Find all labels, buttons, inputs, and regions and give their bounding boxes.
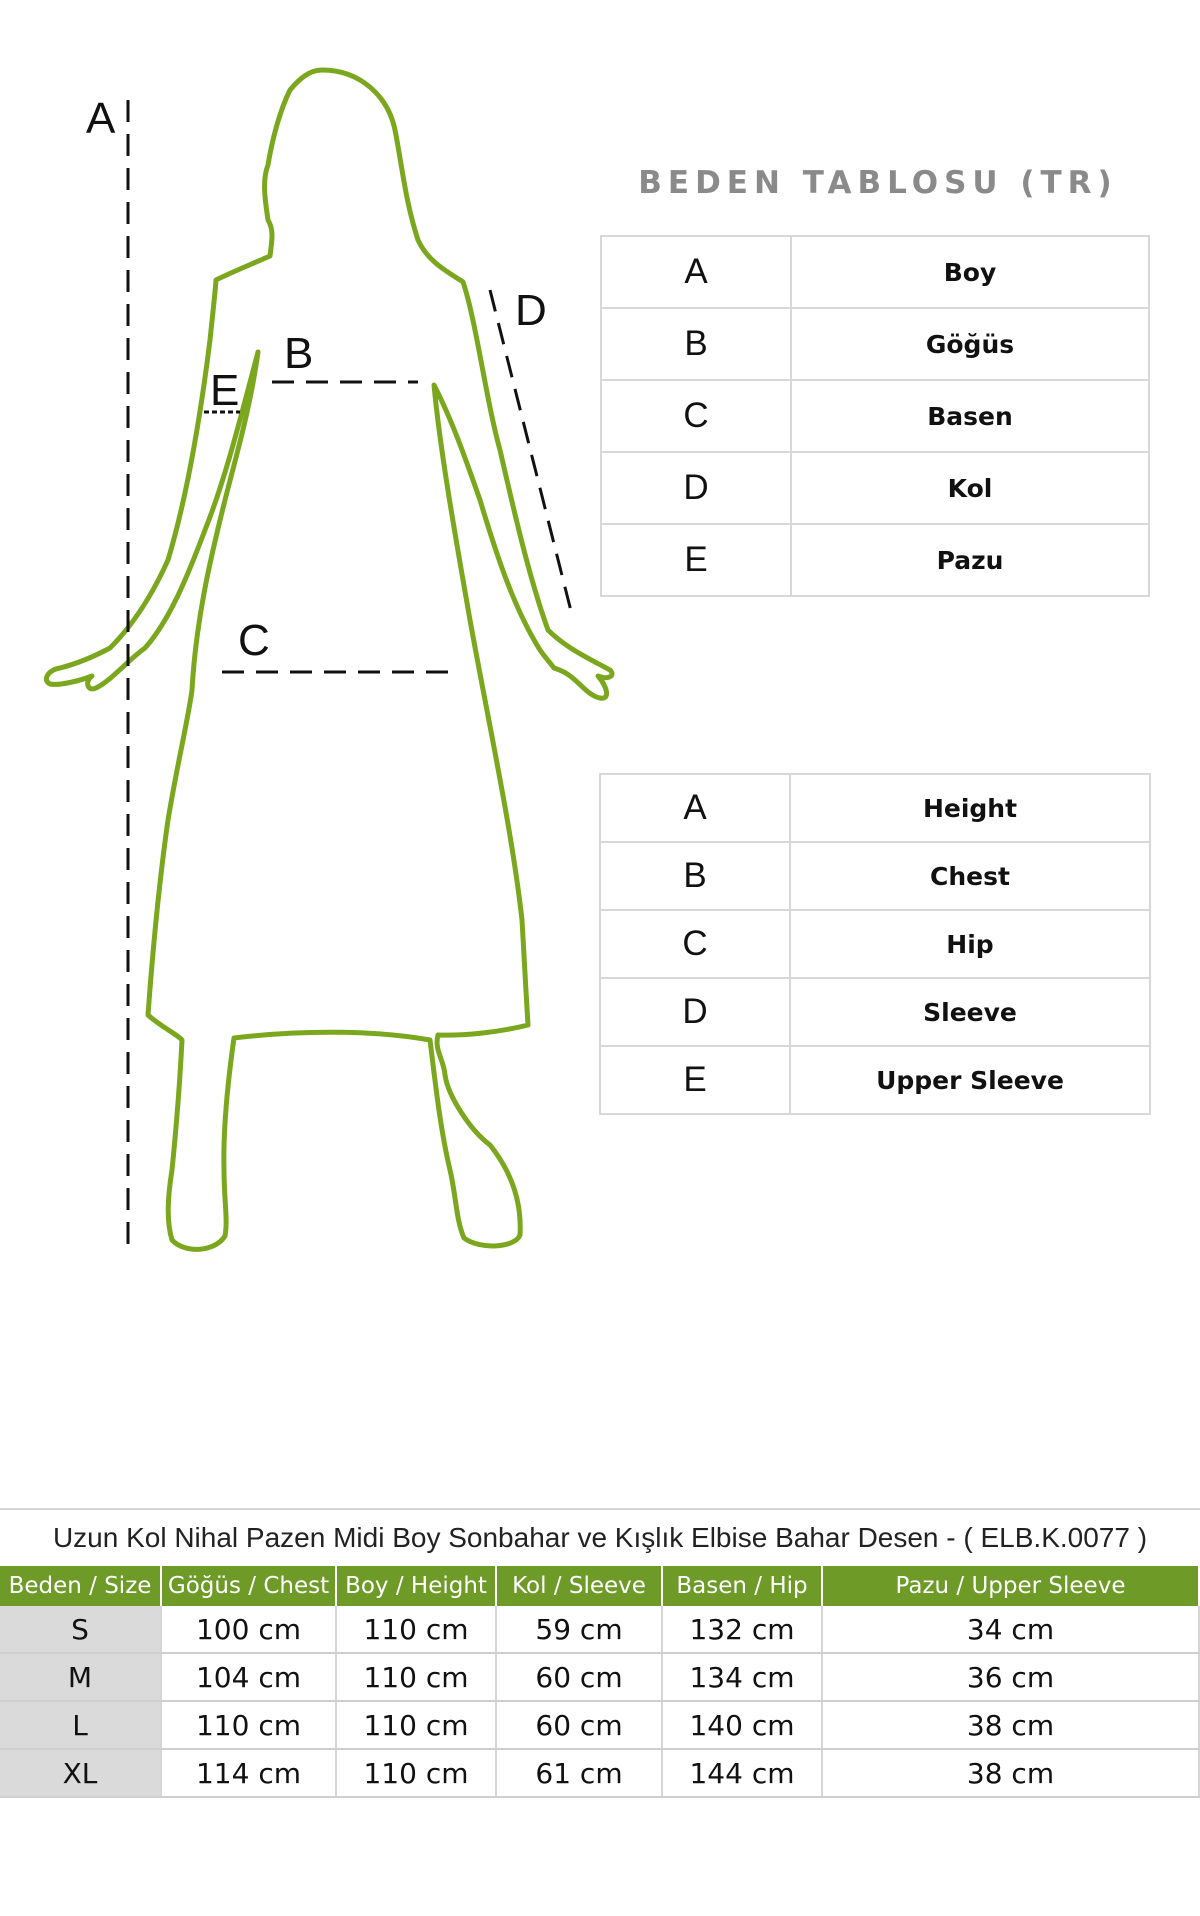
table-row (0, 1653, 1199, 1701)
measure-name: Basen (791, 380, 1149, 452)
measure-name: Chest (790, 842, 1150, 910)
size-cell: M (0, 1653, 161, 1701)
table-row (601, 236, 1149, 308)
body-outline (46, 70, 612, 1249)
table-row (600, 978, 1150, 1046)
header-sleeve: Kol / Sleeve (496, 1566, 662, 1606)
sleeve-cell: 60 cm (496, 1653, 662, 1701)
sleeve-cell: 59 cm (496, 1606, 662, 1653)
upper-sleeve-cell: 36 cm (822, 1653, 1199, 1701)
label-d: D (515, 286, 547, 335)
label-b: B (284, 329, 314, 378)
header-height: Boy / Height (336, 1566, 496, 1606)
size-table-header (0, 1566, 1199, 1606)
table-row (601, 308, 1149, 380)
reference-table-tr (600, 235, 1150, 597)
size-cell: XL (0, 1749, 161, 1797)
size-cell: L (0, 1701, 161, 1749)
chest-cell: 100 cm (161, 1606, 336, 1653)
table-row (0, 1606, 1199, 1653)
label-c: C (238, 616, 270, 665)
upper-sleeve-cell: 38 cm (822, 1749, 1199, 1797)
hip-cell: 134 cm (662, 1653, 822, 1701)
chest-cell: 110 cm (161, 1701, 336, 1749)
measure-name: Sleeve (790, 978, 1150, 1046)
measure-name: Pazu (791, 524, 1149, 596)
measure-code: B (601, 308, 791, 380)
header-chest: Göğüs / Chest (161, 1566, 336, 1606)
measure-code: E (600, 1046, 790, 1114)
measure-name: Kol (791, 452, 1149, 524)
measure-code: C (601, 380, 791, 452)
hip-cell: 140 cm (662, 1701, 822, 1749)
measure-code: D (600, 978, 790, 1046)
measure-code: A (601, 236, 791, 308)
measure-name: Göğüs (791, 308, 1149, 380)
table-row (601, 524, 1149, 596)
table-row (600, 910, 1150, 978)
table-row (600, 774, 1150, 842)
measure-name: Hip (790, 910, 1150, 978)
table-row (600, 842, 1150, 910)
measure-code: C (600, 910, 790, 978)
table-row (601, 380, 1149, 452)
size-cell: S (0, 1606, 161, 1653)
table-row (600, 1046, 1150, 1114)
height-cell: 110 cm (336, 1606, 496, 1653)
hip-cell: 132 cm (662, 1606, 822, 1653)
measure-name: Height (790, 774, 1150, 842)
measure-name: Upper Sleeve (790, 1046, 1150, 1114)
measure-code: D (601, 452, 791, 524)
size-table (0, 1566, 1200, 1798)
hip-cell: 144 cm (662, 1749, 822, 1797)
header-size: Beden / Size (0, 1566, 161, 1606)
table-row (0, 1749, 1199, 1797)
table-row (0, 1701, 1199, 1749)
measure-code: A (600, 774, 790, 842)
measure-code: E (601, 524, 791, 596)
header-upper-sleeve: Pazu / Upper Sleeve (822, 1566, 1199, 1606)
height-cell: 110 cm (336, 1701, 496, 1749)
height-cell: 110 cm (336, 1749, 496, 1797)
sleeve-cell: 60 cm (496, 1701, 662, 1749)
product-title: Uzun Kol Nihal Pazen Midi Boy Sonbahar ve Kışlık Elbise Bahar Desen - ( ELB.K.0077 ) (0, 1508, 1200, 1566)
table-row (601, 452, 1149, 524)
upper-sleeve-cell: 38 cm (822, 1701, 1199, 1749)
upper-sleeve-cell: 34 cm (822, 1606, 1199, 1653)
header-hip: Basen / Hip (662, 1566, 822, 1606)
height-cell: 110 cm (336, 1653, 496, 1701)
label-e: E (210, 366, 240, 415)
reference-title: BEDEN TABLOSU (TR) (638, 165, 1118, 201)
body-measurement-figure (0, 0, 640, 1300)
sleeve-cell: 61 cm (496, 1749, 662, 1797)
chest-cell: 114 cm (161, 1749, 336, 1797)
chest-cell: 104 cm (161, 1653, 336, 1701)
label-a: A (86, 94, 116, 143)
size-chart (0, 1508, 1200, 1798)
measure-name: Boy (791, 236, 1149, 308)
measure-code: B (600, 842, 790, 910)
reference-table-en (599, 773, 1151, 1115)
